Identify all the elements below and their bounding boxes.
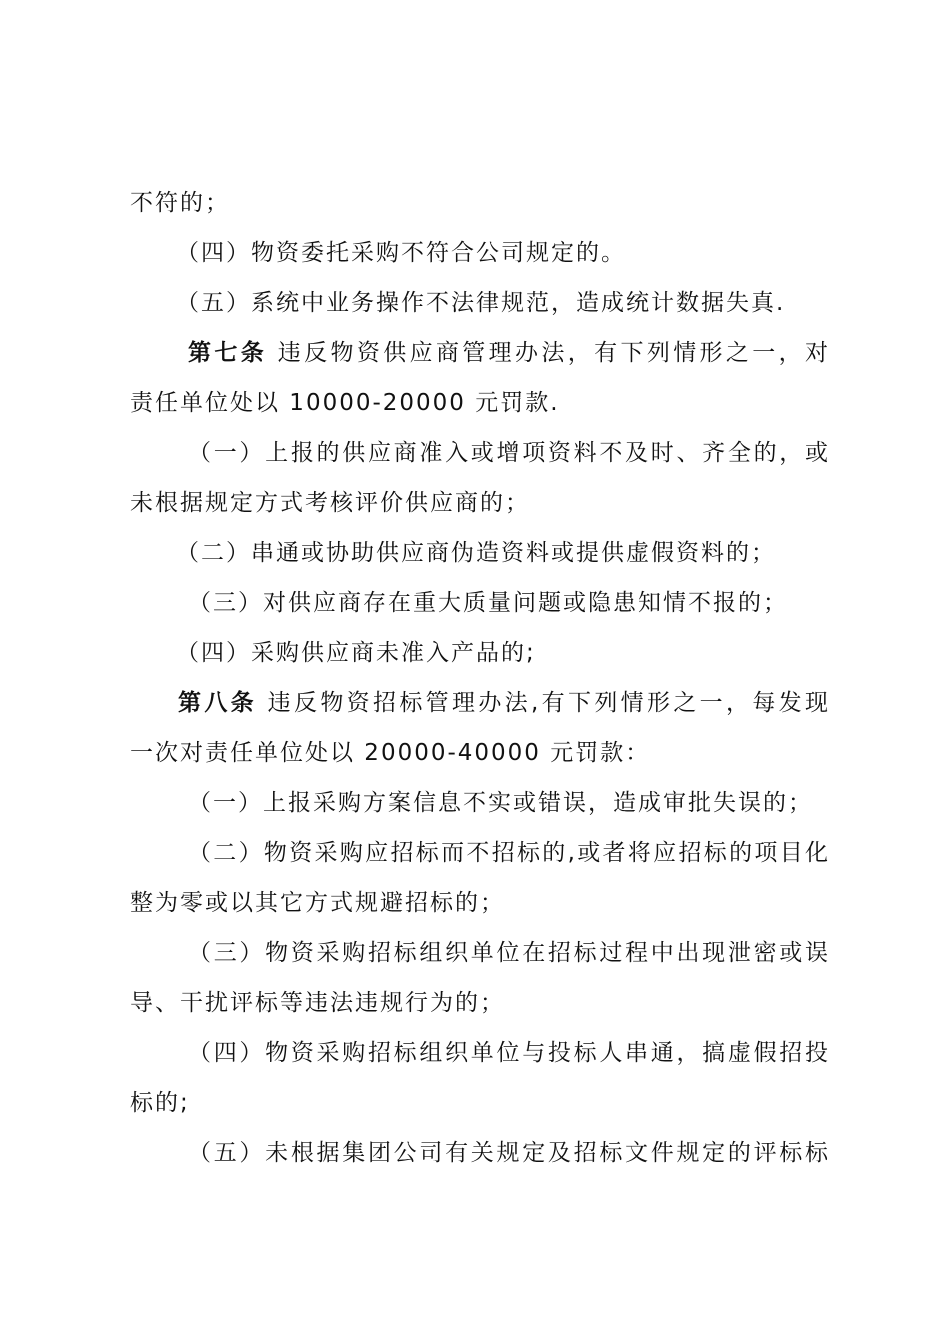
text-line: （一）上报的供应商准入或增项资料不及时、齐全的，或 (188, 440, 830, 466)
text-line: （二）串通或协助供应商伪造资料或提供虚假资料的； (176, 540, 776, 566)
article-8-line: 第八条 违反物资招标管理办法,有下列情形之一，每发现 (178, 690, 831, 716)
text-line: （三）对供应商存在重大质量问题或隐患知情不报的； (188, 590, 788, 616)
text-line: （四）采购供应商未准入产品的; (176, 640, 536, 666)
text-line: （四）物资委托采购不符合公司规定的。 (176, 240, 626, 266)
text-line: 一次对责任单位处以 20000-40000 元罚款： (130, 740, 651, 766)
text-line: （二）物资采购应招标而不招标的,或者将应招标的项目化 (188, 840, 830, 866)
text-line: 未根据规定方式考核评价供应商的； (130, 490, 530, 516)
text-line: 责任单位处以 10000-20000 元罚款. (130, 390, 560, 416)
text-line: （五）系统中业务操作不法律规范，造成统计数据失真. (176, 290, 786, 316)
article-7-line: 第七条 违反物资供应商管理办法，有下列情形之一，对 (188, 340, 831, 366)
text-line: （一）上报采购方案信息不实或错误，造成审批失误的； (188, 790, 813, 816)
article-heading: 第八条 (178, 690, 258, 716)
text-line: 标的; (130, 1090, 190, 1116)
text-line: （四）物资采购招标组织单位与投标人串通，搞虚假招投 (188, 1040, 830, 1066)
article-heading: 第七条 (188, 340, 268, 366)
text-line: 不符的； (130, 190, 230, 216)
text-line: （三）物资采购招标组织单位在招标过程中出现泄密或误 (188, 940, 830, 966)
text-line: 整为零或以其它方式规避招标的； (130, 890, 505, 916)
text-line: 导、干扰评标等违法违规行为的； (130, 990, 505, 1016)
text-line: （五）未根据集团公司有关规定及招标文件规定的评标标 (188, 1140, 830, 1166)
